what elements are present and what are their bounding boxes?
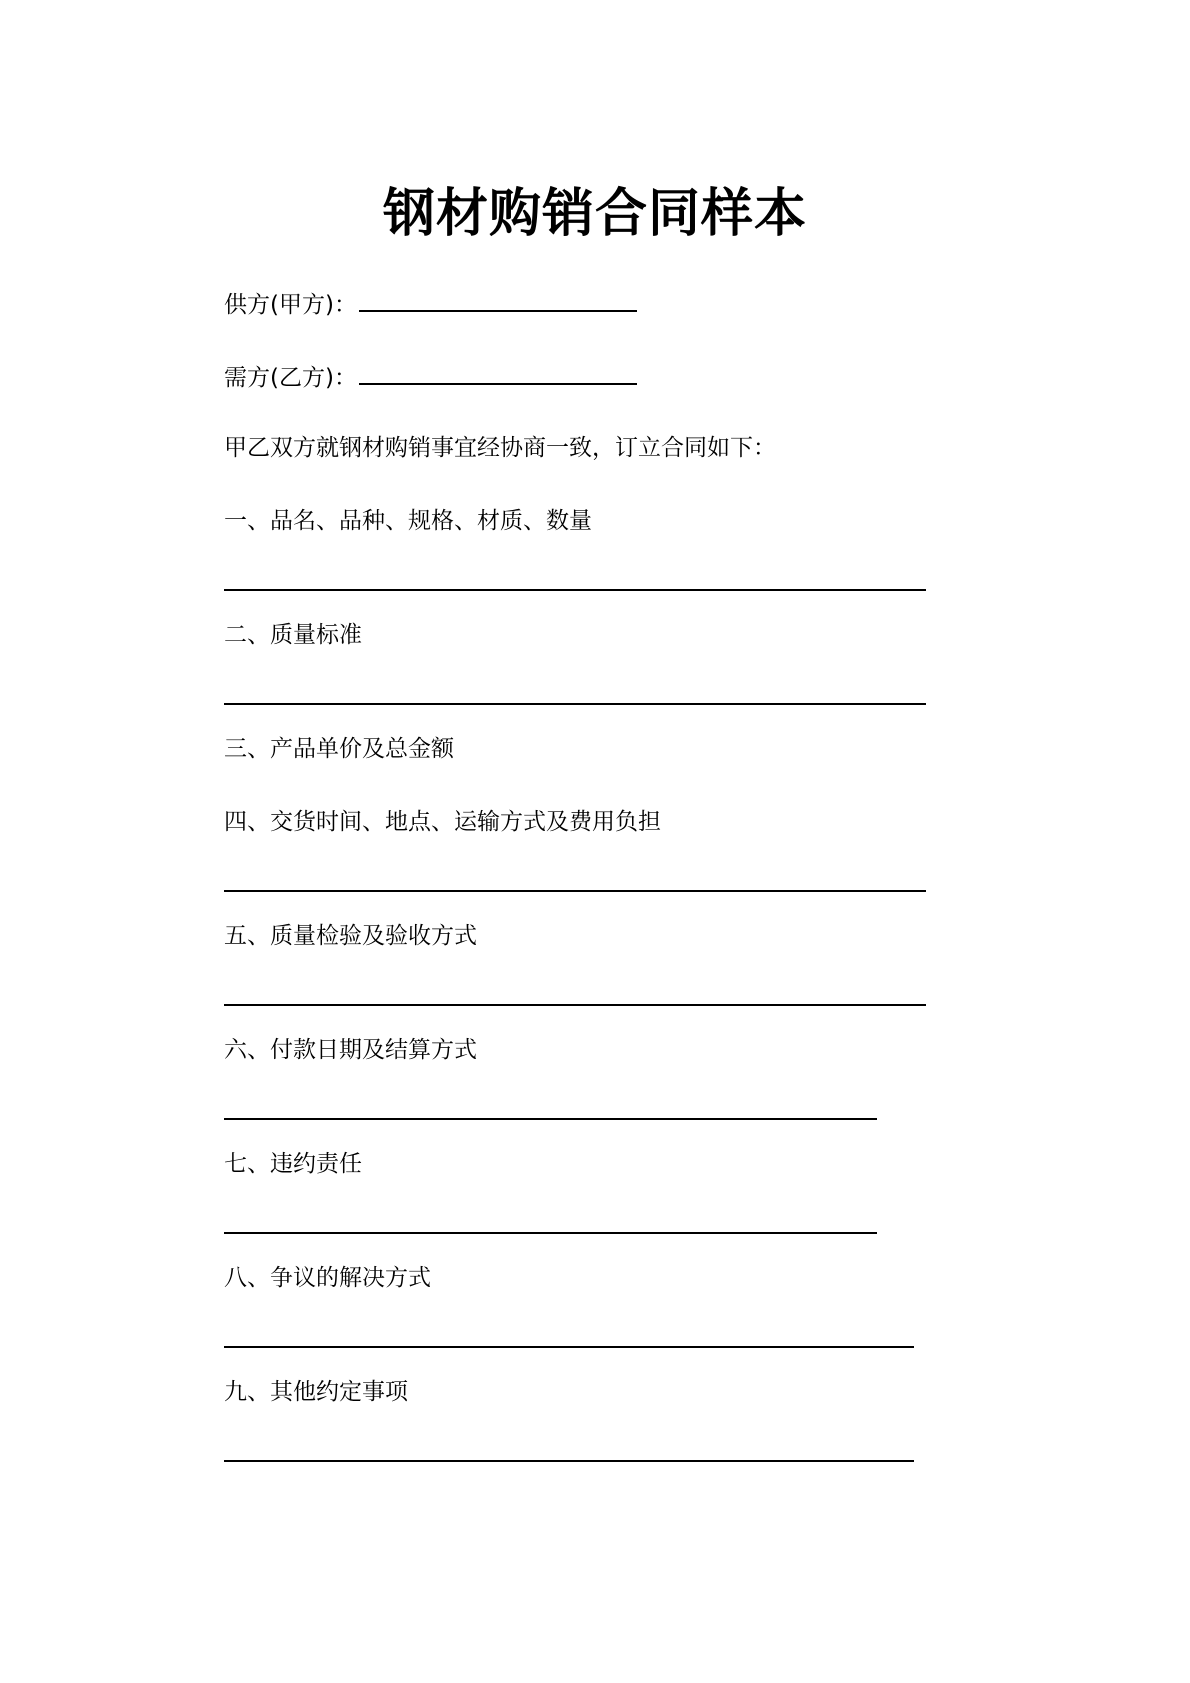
section-6-blank-line[interactable]: [224, 1118, 877, 1120]
section-7-heading: 七、违约责任: [224, 1151, 362, 1177]
section-5-heading: 五、质量检验及验收方式: [224, 923, 477, 949]
section-5-blank-line[interactable]: [224, 1004, 926, 1006]
section-9-heading: 九、其他约定事项: [224, 1379, 408, 1405]
buyer-blank[interactable]: [359, 359, 637, 385]
supplier-label: 供方(甲方)：: [224, 292, 357, 318]
section-7-blank-line[interactable]: [224, 1232, 877, 1234]
intro-text: 甲乙双方就钢材购销事宜经协商一致，订立合同如下：: [224, 435, 776, 461]
section-1-heading: 一、品名、品种、规格、材质、数量: [224, 508, 592, 534]
section-4-blank-line[interactable]: [224, 890, 926, 892]
document-title: 钢材购销合同样本: [382, 184, 807, 244]
supplier-blank[interactable]: [359, 286, 637, 312]
section-8-heading: 八、争议的解决方式: [224, 1265, 431, 1291]
section-4-heading: 四、交货时间、地点、运输方式及费用负担: [224, 809, 661, 835]
buyer-label: 需方(乙方)：: [224, 365, 357, 391]
section-9-blank-line[interactable]: [224, 1460, 914, 1462]
section-2-blank-line[interactable]: [224, 703, 926, 705]
supplier-line: [224, 286, 637, 321]
section-1-blank-line[interactable]: [224, 589, 926, 591]
section-2-heading: 二、质量标准: [224, 622, 362, 648]
section-3-heading: 三、产品单价及总金额: [224, 736, 454, 762]
section-8-blank-line[interactable]: [224, 1346, 914, 1348]
buyer-line: [224, 359, 637, 394]
section-6-heading: 六、付款日期及结算方式: [224, 1037, 477, 1063]
